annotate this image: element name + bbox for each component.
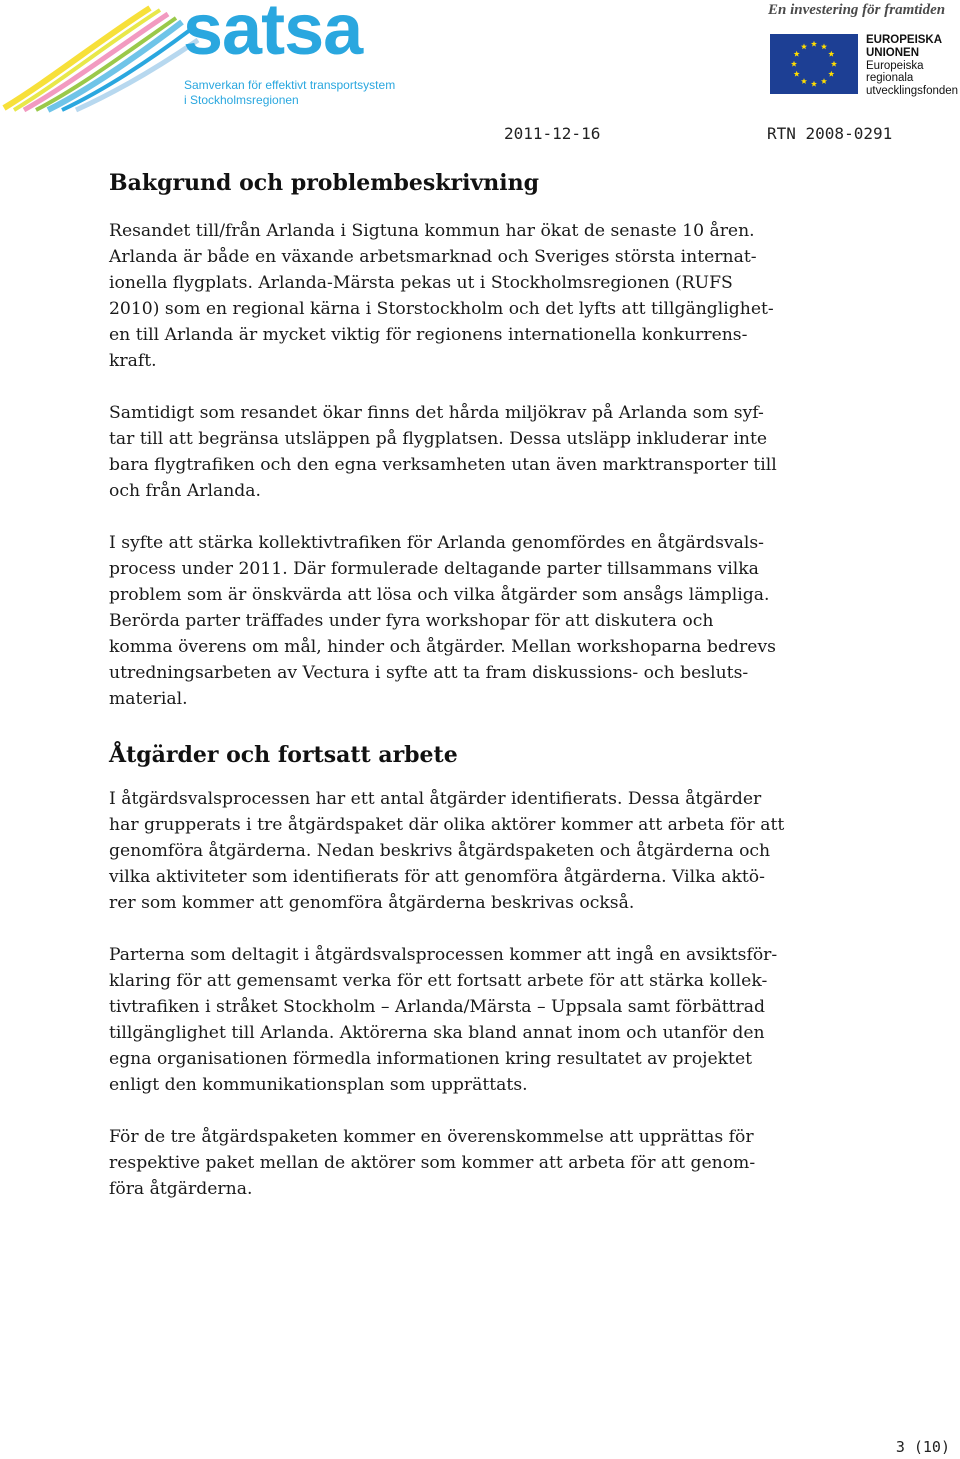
paragraph: Parterna som deltagit i åtgärdsvalsprocessen kommer att ingå en avsiktsför- klaring för att gemensamt verka för ett fortsatt arbete för att stärka kollek- tivtrafiken i stråket Stockholm – Arlanda/Märsta – Uppsala samt förbättrad tillgänglighet till Arlanda. Aktörerna ska bland annat inom och utanför den egna organisationen förmedla informationen kring resultatet av projektet enligt den kommunikationsplan som upprättats.	[109, 945, 778, 1095]
section-heading-measures: Åtgärder och fortsatt arbete	[109, 742, 458, 768]
paragraph: För de tre åtgärdspaketen kommer en överenskommelse att upprättas för respektive paket mellan de aktörer som kommer att arbeta för att genom- föra åtgärderna.	[109, 1127, 756, 1199]
eu-label-line: UNIONEN	[866, 46, 920, 59]
eu-label-line: Europeiska	[866, 59, 924, 72]
document-date: 2011-12-16	[504, 124, 601, 143]
paragraph: Resandet till/från Arlanda i Sigtuna kommun har ökat de senaste 10 åren. Arlanda är både en växande arbetsmarknad och Sveriges största internat- ionella flygplats. Arlanda-Märsta pekas ut i Stockholmsregionen (RUFS 2010) som en regional kärna i Storstockholm och det lyfts att tillgänglighet- en till Arlanda är mycket viktig för regionens internationella konkurrens- kraft.	[109, 221, 774, 371]
satsa-tagline: Samverkan för effektivt transportsystem i Stockholmsregionen	[184, 78, 396, 107]
paragraph: Samtidigt som resandet ökar finns det hårda miljökrav på Arlanda som syf- tar till att begränsa utsläppen på flygplatsen. Dessa utsläpp inkluderar inte bara flygtrafiken och den egna verksamheten utan även marktransporter till och från Arlanda.	[109, 403, 777, 501]
document-body	[109, 166, 809, 1228]
satsa-wordmark: satsa	[183, 0, 363, 70]
paragraph: I syfte att stärka kollektivtrafiken för Arlanda genomfördes en åtgärdsvals- process under 2011. Där formulerade deltagande parter tillsammans vilka problem som är önskvärda att lösa och vilka åtgärder som ansågs lämpliga. Berörda parter träffades under fyra workshopar för att diskutera och komma överens om mål, hinder och åtgärder. Mellan workshoparna bedrevs utredningsarbeten av Vectura i syfte att ta fram diskussions- och besluts- material.	[109, 533, 776, 709]
satsa-swoosh-icon	[0, 0, 200, 115]
eu-label	[866, 34, 958, 98]
eu-label-line: EUROPEISKA	[866, 34, 943, 46]
section-heading-background: Bakgrund och problembeskrivning	[109, 170, 539, 196]
eu-flag-icon	[770, 34, 858, 94]
paragraph: I åtgärdsvalsprocessen har ett antal åtgärder identifierats. Dessa åtgärder har grupperats i tre åtgärdspaket där olika aktörer kommer att arbeta för att genomföra åtgärderna. Nedan beskrivs åtgärdspaketen och åtgärderna och vilka aktiviteter som identifierats för att genomföra åtgärderna. Vilka aktö- rer som kommer att genomföra åtgärderna beskrivas också.	[109, 789, 785, 913]
satsa-logo	[0, 0, 400, 115]
eu-label-line: regionala	[866, 72, 914, 85]
page-number: 3 (10)	[895, 1438, 950, 1456]
eu-label-line: utvecklingsfonden	[866, 85, 959, 98]
document-reference: RTN 2008-0291	[767, 124, 893, 143]
eu-tagline: En investering för framtiden	[768, 2, 946, 18]
